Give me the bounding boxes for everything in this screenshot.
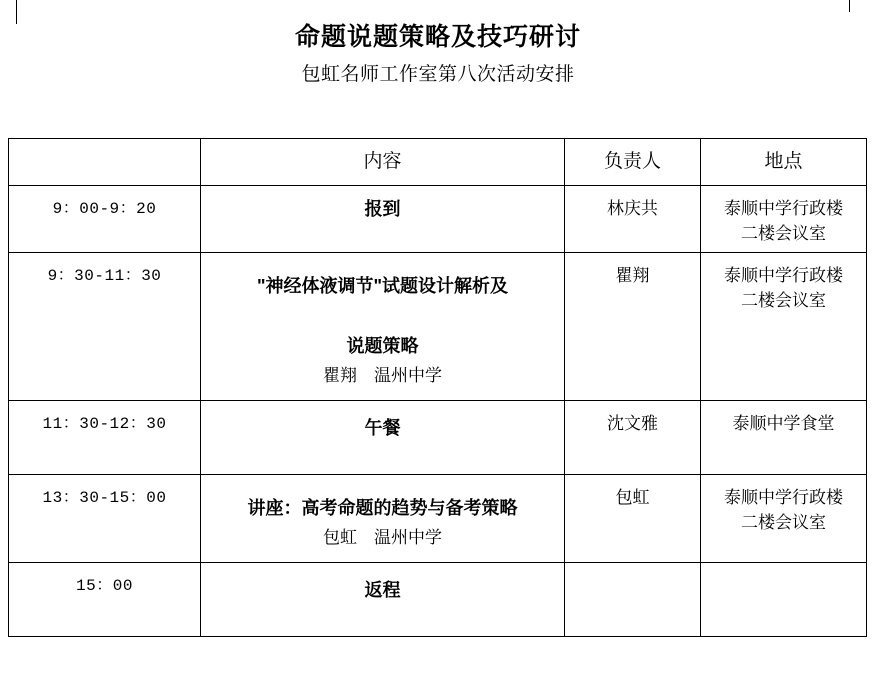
- row-place-line1: 泰顺中学行政楼: [724, 266, 843, 285]
- cell-time: [9, 401, 201, 475]
- cell-time: [9, 186, 201, 253]
- row-content-main: 报到: [364, 199, 401, 219]
- cell-place: [701, 475, 867, 563]
- cell-content: [201, 253, 565, 401]
- page-left-margin-mark: [16, 0, 17, 24]
- table-header-row: [9, 139, 867, 186]
- row-time: 15：00: [76, 577, 133, 595]
- schedule-table: [8, 138, 867, 637]
- cell-leader: [565, 563, 701, 637]
- row-place: [701, 186, 866, 252]
- schedule-table-wrapper: [8, 138, 866, 637]
- table-header-cell-time: [9, 139, 201, 186]
- table-header-cell-content: [201, 139, 565, 186]
- cell-place: [701, 563, 867, 637]
- cell-leader: [565, 401, 701, 475]
- page-subtitle: 包虹名师工作室第八次活动安排: [301, 64, 575, 85]
- header-label-content: 内容: [363, 151, 402, 172]
- row-time: 9：30-11：30: [47, 267, 162, 285]
- row-place-line2: 二楼会议室: [741, 291, 826, 310]
- row-place: [701, 401, 866, 442]
- row-content: [201, 475, 564, 559]
- row-place: [701, 253, 866, 319]
- cell-place: [701, 253, 867, 401]
- cell-time: [9, 253, 201, 401]
- cell-place: [701, 401, 867, 475]
- row-time: 11：30-12：30: [42, 415, 167, 433]
- row-place-line1: 泰顺中学食堂: [732, 414, 835, 433]
- row-place-line1: 泰顺中学行政楼: [724, 199, 843, 218]
- row-content-main: 午餐: [364, 418, 401, 438]
- table-row: [9, 186, 867, 253]
- row-leader: 林庆共: [607, 199, 658, 218]
- cell-content: [201, 401, 565, 475]
- cell-time: [9, 563, 201, 637]
- cell-content: [201, 563, 565, 637]
- table-header-cell-place: [701, 139, 867, 186]
- cell-time: [9, 475, 201, 563]
- row-leader: 包虹: [615, 488, 650, 507]
- row-content-main: 讲座：高考命题的趋势与备考策略: [247, 498, 518, 518]
- row-content-main: "神经体液调节"试题设计解析及: [256, 276, 509, 296]
- row-content-line3: 瞿翔 温州中学: [323, 366, 442, 385]
- table-header-cell-leader: [565, 139, 701, 186]
- cell-leader: [565, 253, 701, 401]
- title-block: [0, 0, 876, 90]
- page-title: 命题说题策略及技巧研讨: [294, 23, 581, 51]
- row-time: 9：00-9：20: [52, 200, 157, 218]
- row-content: [201, 253, 564, 397]
- header-label-place: 地点: [764, 151, 803, 172]
- table-row: [9, 401, 867, 475]
- row-place-line1: 泰顺中学行政楼: [724, 488, 843, 507]
- header-label-time: [9, 139, 200, 157]
- content-spacer: [205, 301, 560, 323]
- table-row: [9, 563, 867, 637]
- row-place: [701, 475, 866, 541]
- cell-content: [201, 186, 565, 253]
- header-label-leader: 负责人: [603, 151, 661, 172]
- row-place-line2: 二楼会议室: [741, 513, 826, 532]
- cell-leader: [565, 186, 701, 253]
- row-content-line3: 包虹 温州中学: [323, 528, 442, 547]
- row-content-main: 返程: [364, 580, 401, 600]
- row-time: 13：30-15：00: [42, 489, 167, 507]
- table-row: [9, 475, 867, 563]
- row-place-line2: 二楼会议室: [741, 224, 826, 243]
- row-place: [701, 563, 866, 579]
- cell-content: [201, 475, 565, 563]
- page-right-margin-mark: [803, 0, 850, 12]
- cell-place: [701, 186, 867, 253]
- row-leader: 沈文雅: [607, 414, 658, 433]
- row-leader: [565, 563, 700, 579]
- row-content-line2: 说题策略: [346, 336, 419, 356]
- cell-leader: [565, 475, 701, 563]
- table-row: [9, 253, 867, 401]
- row-leader: 瞿翔: [615, 266, 650, 285]
